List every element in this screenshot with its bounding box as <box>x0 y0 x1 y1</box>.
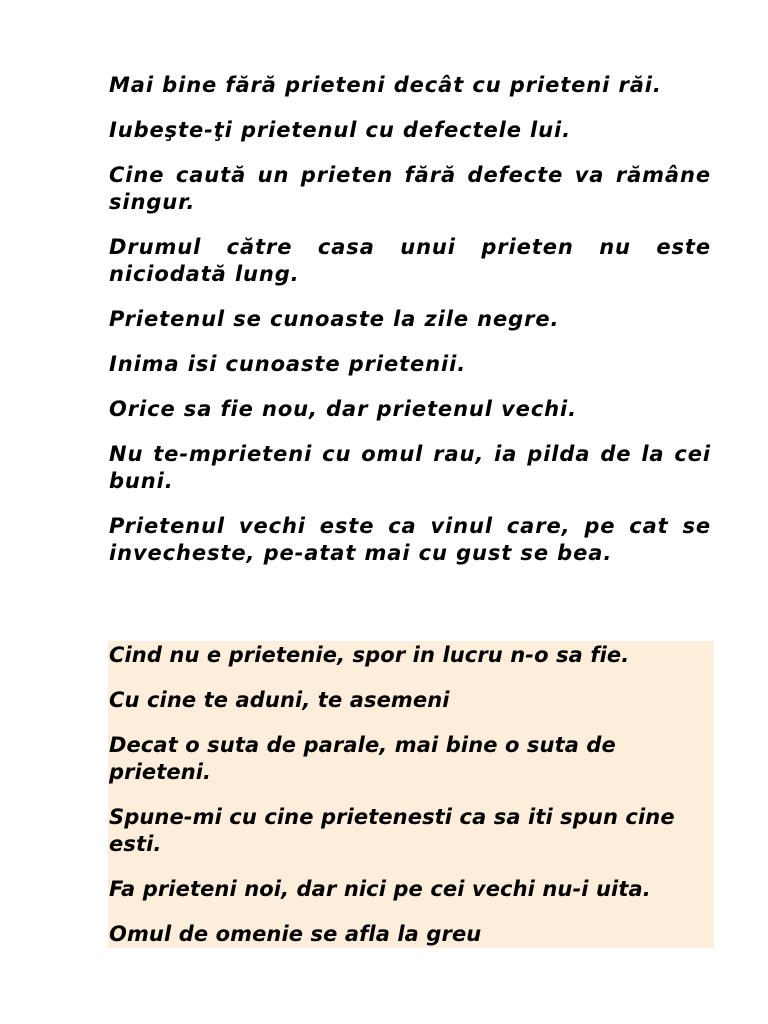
proverb-paragraph: Cine caută un prieten fără defecte va rămâne singur. <box>109 163 711 214</box>
highlighted-proverb-paragraph: Omul de omenie se afla la greu <box>109 922 482 946</box>
highlighted-proverb-paragraph: Cind nu e prietenie, spor in lucru n-o sa fie. <box>109 643 630 667</box>
proverbs-block <box>109 72 711 585</box>
proverb-paragraph: Orice sa fie nou, dar prietenul vechi. <box>109 397 577 421</box>
highlighted-proverb-paragraph: Spune-mi cu cine prietenesti ca sa iti spun cine esti. <box>109 805 675 856</box>
proverb-paragraph: Nu te-mprieteni cu omul rau, ia pilda de la cei buni. <box>109 442 711 493</box>
highlighted-proverb-paragraph: Cu cine te aduni, te asemeni <box>109 688 450 712</box>
highlighted-proverb-paragraph: Fa prieteni noi, dar nici pe cei vechi nu-i uita. <box>109 877 651 901</box>
proverb-paragraph: Inima isi cunoaste prietenii. <box>109 352 467 376</box>
proverb-paragraph: Prietenul vechi este ca vinul care, pe cat se invecheste, pe-atat mai cu gust se bea. <box>109 514 711 565</box>
highlighted-proverbs-block <box>108 641 714 948</box>
proverb-paragraph: Drumul către casa unui prieten nu este niciodată lung. <box>109 235 711 286</box>
proverb-paragraph: Prietenul se cunoaste la zile negre. <box>109 307 560 331</box>
proverb-paragraph: Mai bine fără prieteni decât cu prieteni răi. <box>109 73 662 97</box>
proverb-paragraph: Iubeşte-ţi prietenul cu defectele lui. <box>109 118 571 142</box>
highlighted-proverb-paragraph: Decat o suta de parale, mai bine o suta de prieteni. <box>109 733 616 784</box>
